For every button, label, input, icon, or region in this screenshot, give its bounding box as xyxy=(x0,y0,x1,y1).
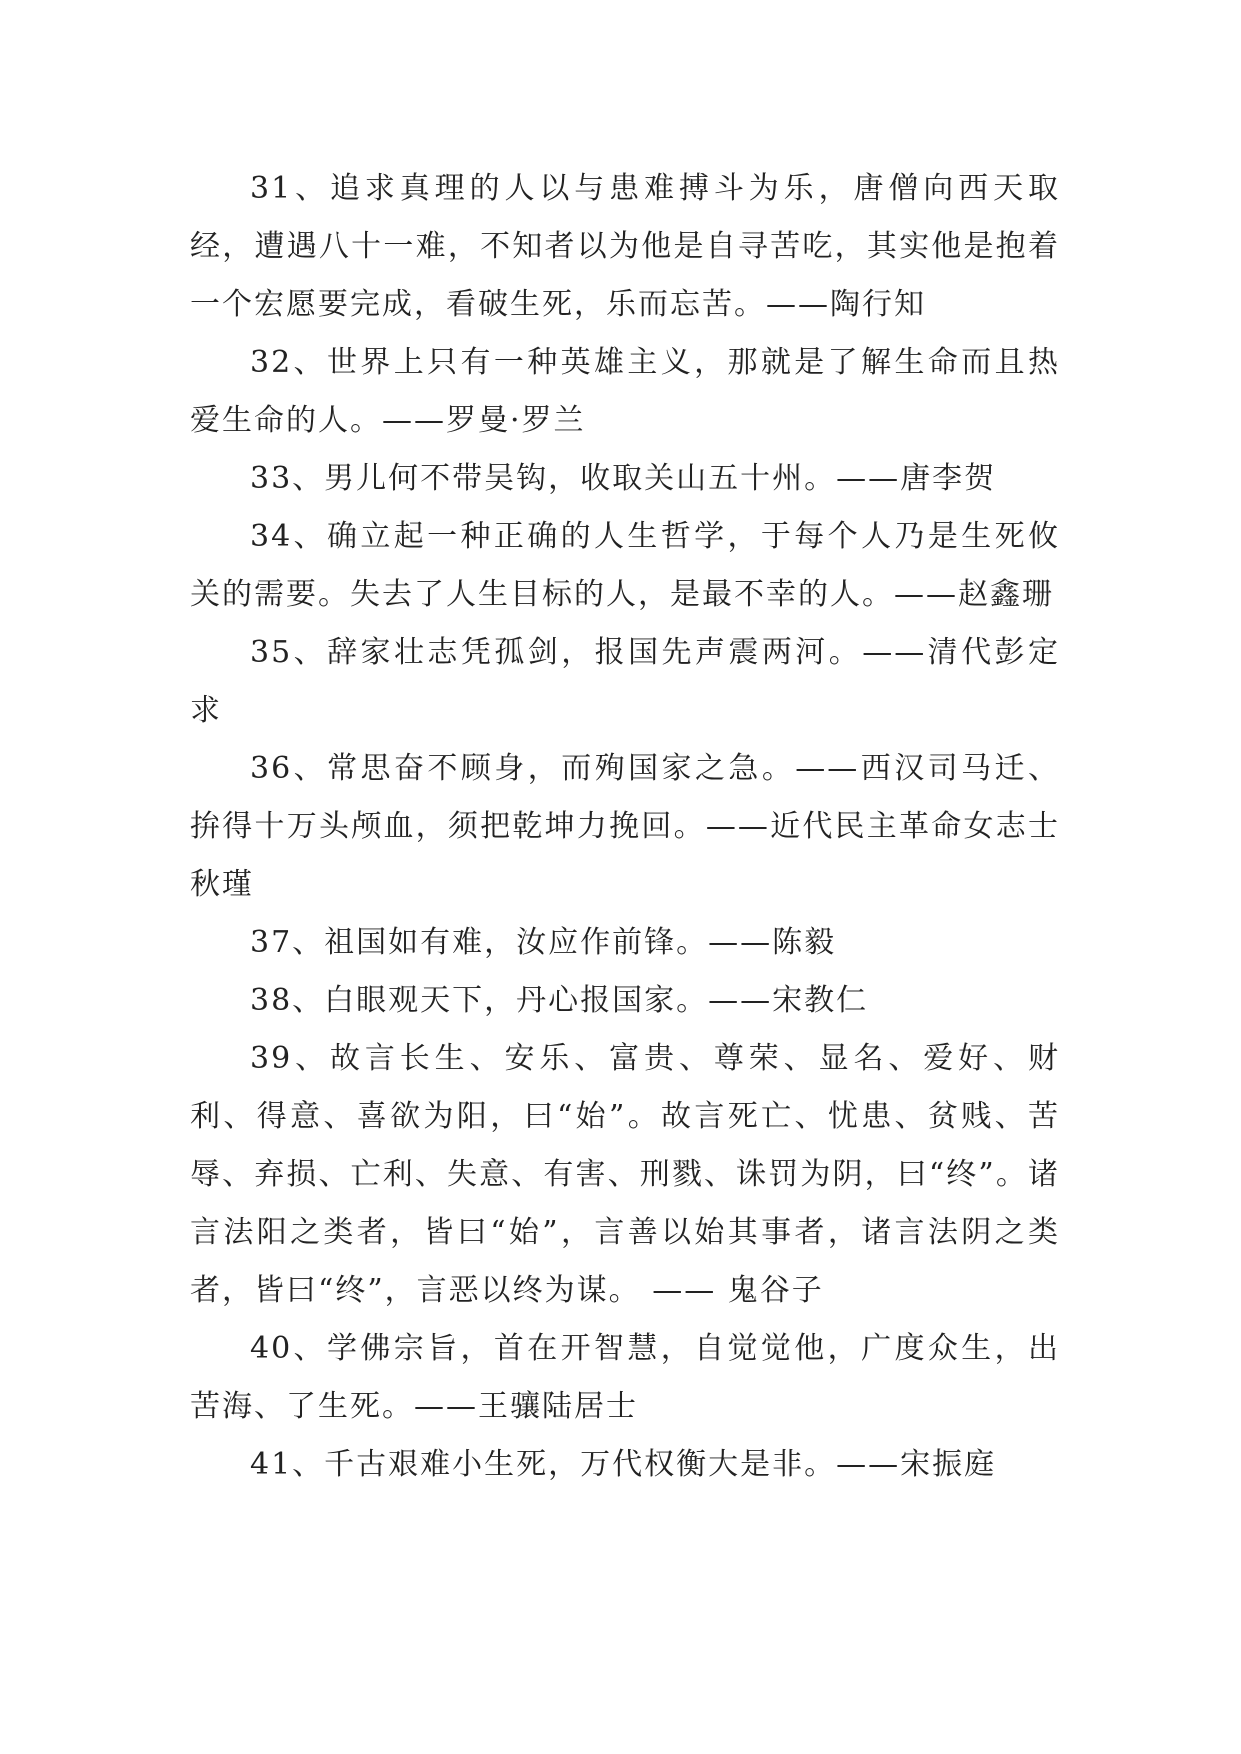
quote-35: 35、辞家壮志凭孤剑，报国先声震两河。——清代彭定求 xyxy=(190,635,1060,728)
quote-32: 32、世界上只有一种英雄主义，那就是了解生命而且热爱生命的人。——罗曼·罗兰 xyxy=(190,345,1060,438)
quote-33: 33、男儿何不带吴钩，收取关山五十州。——唐李贺 xyxy=(250,461,997,496)
quote-39: 39、故言长生、安乐、富贵、尊荣、显名、爱好、财利、得意、喜欲为阳，曰“始”。故言死亡、忧患、贫贱、苦辱、弃损、亡利、失意、有害、刑戮、诛罚为阴，曰“终”。诸言法阳之类者，皆曰“始”，言善以始其事者，诸言法阴之类者，皆曰“终”，言恶以终为谋。 —— 鬼谷子 xyxy=(190,1041,1060,1308)
quote-31: 31、追求真理的人以与患难搏斗为乐，唐僧向西天取经，遭遇八十一难，不知者以为他是自寻苦吃，其实他是抱着一个宏愿要完成，看破生死，乐而忘苦。——陶行知 xyxy=(190,171,1060,322)
quote-37: 37、祖国如有难，汝应作前锋。——陈毅 xyxy=(250,925,837,960)
quote-34: 34、确立起一种正确的人生哲学，于每个人乃是生死攸关的需要。失去了人生目标的人，是最不幸的人。——赵鑫珊 xyxy=(190,519,1060,612)
quote-list xyxy=(190,160,1060,1494)
quote-36: 36、常思奋不顾身，而殉国家之急。——西汉司马迁、拚得十万头颅血，须把乾坤力挽回。——近代民主革命女志士秋瑾 xyxy=(190,751,1060,902)
quote-41: 41、千古艰难小生死，万代权衡大是非。——宋振庭 xyxy=(250,1447,997,1482)
quote-38: 38、白眼观天下，丹心报国家。——宋教仁 xyxy=(250,983,869,1018)
quote-40: 40、学佛宗旨，首在开智慧，自觉觉他，广度众生，出苦海、了生死。——王骧陆居士 xyxy=(190,1331,1060,1424)
